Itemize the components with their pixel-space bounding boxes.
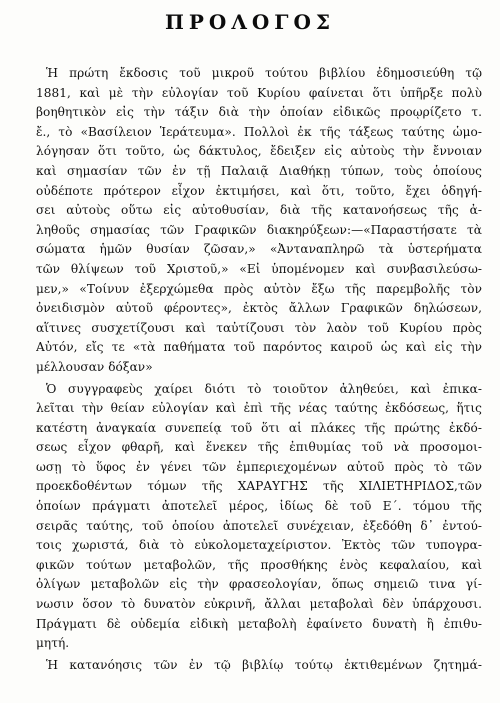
text-line: 1881, καὶ μὲ τὴν εὐλογίαν τοῦ Κυρίου φαίνεται ὅτι ὑπῆρξε πολὺ [36, 85, 482, 100]
text-line: μητή. [36, 636, 70, 651]
text-line: ὁποίων πράγματι ἀποτελεῖ μέρος, ἰδίως δὲ τοῦ Ε΄. τόμου τῆς [36, 499, 482, 514]
text-line: Ἡ κατανόησις τῶν ἐν τῷ βιβλίῳ τούτῳ ἐκτιθεμένων ζητημά- [46, 657, 482, 672]
text-line: σεως εἶχον φθαρῆ, καὶ ἕνεκεν τῆς ἐπιθυμίας τοῦ νὰ προσομοι- [36, 440, 482, 455]
text-line: ὀνειδισμὸν αὐτοῦ φέροντες», ἐκτὸς ἄλλων Γραφικῶν δηλώσεων, [36, 301, 482, 316]
paragraph-3 [36, 656, 482, 676]
text-line: Ὁ συγγραφεὺς χαίρει διότι τὸ τοιοῦτον ἀληθεύει, καὶ ἐπικα- [46, 381, 482, 396]
text-line: βοηθητικὸν εἰς τὴν τάξιν διὰ τὴν ὁποίαν εἰδικῶς προῳρίζετο τ. [36, 105, 482, 120]
text-line: μεν,» «Τοίνυν ἐξερχώμεθα πρὸς αὐτὸν ἔξω τῆς παρεμβολῆς τὸν [36, 281, 482, 296]
text-line: οὐδέποτε πρότερον εἶχον ἐκτιμήσει, καὶ ὅτι, τοῦτο, ἔχει ὁδηγή- [36, 183, 482, 198]
page-title: ΠΡΟΛΟΓΟΣ [164, 10, 336, 34]
text-line: τοις χωριστά, διὰ τὸ εὐκολομεταχείριστον. Ἐκτὸς τῶν τυπογρα- [36, 538, 482, 553]
text-line: Αὐτόν, εἴς τε «τὰ παθήματα τοῦ παρόντος καιροῦ ὡς καὶ εἰς τὴν [36, 340, 482, 355]
text-line: ωσῃ τὸ ὕφος ἐν γένει τῶν ἐμπεριεχομένων αὐτοῦ πρὸς τὸ τῶν [36, 459, 482, 474]
text-line: ὀλίγων μεταβολῶν εἰς τὴν φρασεολογίαν, ὅπως σημειῶ τινα γί- [36, 577, 482, 592]
paragraph-1 [36, 64, 482, 378]
paragraph-2 [36, 380, 482, 654]
text-line: τῶν θλίψεων τοῦ Χριστοῦ,» «Εἰ ὑπομένομεν καὶ συνβασιλεύσω- [36, 261, 482, 276]
text-line: μέλλουσαν δόξαν» [36, 359, 153, 374]
text-line: σει αὐτοὺς οὕτω εἰς αὐτοθυσίαν, διὰ τῆς κατανοήσεως τῆς ἀ- [36, 203, 482, 218]
text-line: λόγησαν ὅτι τοῦτο, ὡς δάκτυλος, ἔδειξεν εἰς αὐτοὺς τὴν ἔννοιαν [36, 144, 482, 159]
text-line: λεῖται τὴν θείαν εὐλογίαν καὶ ἐπὶ τῆς νέας ταύτης ἐκδόσεως, ἥτις [36, 401, 482, 416]
document-body [36, 64, 482, 675]
text-line: προεκδοθέντων τόμων τῆς ΧΑΡΑΥΓΗΣ τῆς ΧΙΛΙΕΤΗΡΙΔΟΣ,τῶν [36, 479, 482, 494]
text-line: ἔ., τὸ «Βασίλειον Ἱεράτευμα». Πολλοὶ ἐκ τῆς τάξεως ταύτης ὡμο- [36, 124, 482, 139]
text-line: αἵτινες συσχετίζουσι καὶ ταὐτίζουσι τὸν λαὸν τοῦ Κυρίου πρὸς [36, 320, 482, 335]
text-line: σειρᾶς ταύτης, τοῦ ὁποίου ἀποτελεῖ συνέχειαν, ἐξεδόθη δ᾽ ἐντού- [36, 518, 482, 533]
text-line: καὶ σημασίαν τῶν ἐν τῇ Παλαιᾷ Διαθήκῃ τύπων, τοὺς ὁποίους [36, 163, 482, 178]
text-line: Ἡ πρώτη ἔκδοσις τοῦ μικροῦ τούτου βιβλίου ἐδημοσιεύθη τῷ [46, 66, 482, 80]
text-line: σώματα ἡμῶν θυσίαν ζῶσαν,» «Ἀνταναπληρῶ τὰ ὑστερήματα [36, 242, 482, 257]
text-line: ληθοῦς σημασίας τῶν Γραφικῶν διακηρύξεων:—«Παραστήσατε τὰ [36, 222, 482, 237]
text-line: Πράγματι δὲ οὐδεμία εἰδικὴ μεταβολὴ ἐφαίνετο δυνατὴ ἢ ἐπιθυ- [36, 616, 482, 631]
text-line: νωσιν ὅσον τὸ δυνατὸν εὐκρινῆ, ἄλλαι μεταβολαὶ δὲν ὑπάρχουσι. [36, 597, 482, 612]
text-line: φικῶν τούτων μεταβολῶν, τῆς προσθήκης ἑνὸς κεφαλαίου, καὶ [36, 557, 482, 572]
text-line: κατέστη ἀναγκαία συνεπείᾳ τοῦ ὅτι αἱ πλάκες τῆς πρώτης ἐκδό- [36, 420, 482, 435]
